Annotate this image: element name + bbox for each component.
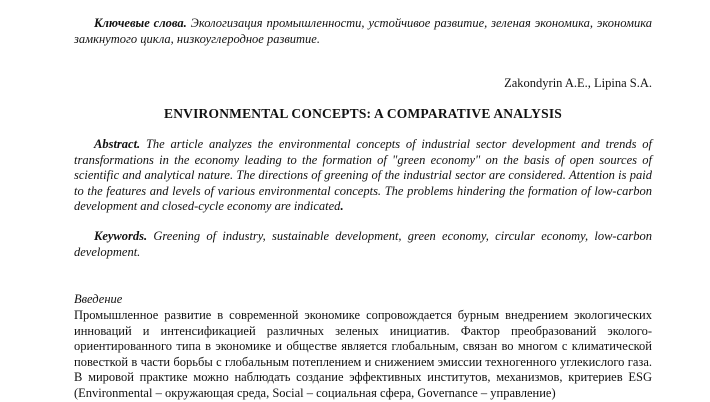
- english-keywords-label: Keywords.: [94, 229, 148, 243]
- english-keywords-text: Greening of industry, sustainable development, green economy, circular economy, low-carbon development.: [74, 229, 652, 259]
- abstract: [74, 137, 652, 215]
- russian-keywords-text: Экологизация промышленности, устойчивое развитие, зеленая экономика, экономика замкнутого цикла, низкоуглеродное развитие.: [74, 16, 652, 46]
- abstract-text: The article analyzes the environmental concepts of industrial sector development and trends of transformations in the economy leading to the formation of "green economy" on the basis of open sources of scientific and analytical nature. The directions of greening of the industrial sector are considered. Attention is paid to the features and levels of various environmental concepts. The problems hindering the formation of low-carbon development and closed-cycle economy are indicated: [74, 137, 652, 214]
- abstract-label: Abstract.: [94, 137, 141, 151]
- introduction-paragraph: Промышленное развитие в современной экономике сопровождается бурным внедрением экологических инноваций и интенсификацией различных зеленых инициатив. Фактор преобразований эколого-ориентированного типа в экономике и обществе является глобальным, связан во многом с климатической повесткой в части борьбы с глобальным потеплением и снижением эмиссии техногенного углекислого газа. В мировой практике можно наблюдать создание эффективных институтов, механизмов, критериев ESG (Environmental – окружающая среда, Social – социальная сфера, Governance – управление): [74, 308, 652, 400]
- russian-keywords: [74, 16, 652, 47]
- authors: Zakondyrin A.E., Lipina S.A.: [504, 76, 652, 90]
- russian-keywords-label: Ключевые слова.: [94, 16, 187, 30]
- section-heading-introduction: Введение: [74, 292, 123, 306]
- english-keywords: [74, 229, 652, 260]
- abstract-end: .: [340, 199, 344, 214]
- article-title: ENVIRONMENTAL CONCEPTS: A COMPARATIVE ANALYSIS: [163, 106, 562, 121]
